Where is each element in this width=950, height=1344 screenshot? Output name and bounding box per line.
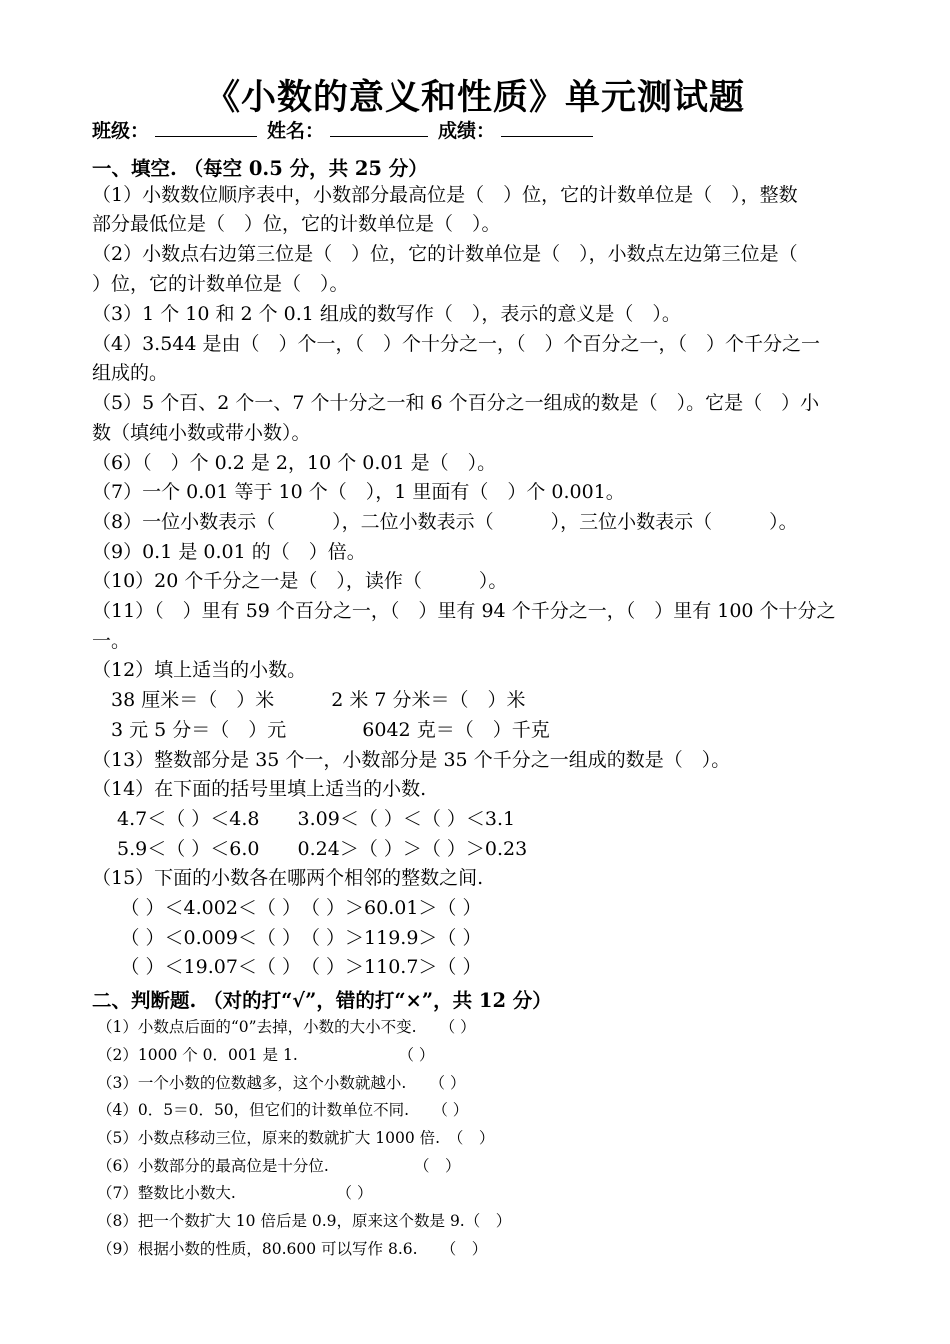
question-line: （3）1 个 10 和 2 个 0.1 组成的数写作（ ），表示的意义是（ ）。 bbox=[92, 303, 681, 325]
question-line: ）位，它的计数单位是（ ）。 bbox=[92, 273, 349, 295]
question-line: 组成的。 bbox=[92, 362, 169, 384]
question-line: （8）一位小数表示（ ），二位小数表示（ ），三位小数表示（ ）。 bbox=[92, 511, 798, 533]
question-line: （10）20 个千分之一是（ ），读作（ ）。 bbox=[92, 570, 508, 592]
question-line: 38 厘米＝（ ）米 2 米 7 分米＝（ ）米 bbox=[92, 689, 526, 711]
judge-line: （1）小数点后面的“0”去掉，小数的大小不变. （ ） bbox=[97, 1018, 476, 1036]
class-blank bbox=[155, 118, 257, 137]
question-line: 5.9＜（ ）＜6.0 0.24＞（ ）＞（ ）＞0.23 bbox=[92, 838, 528, 860]
question-line: （ ）＜0.009＜（ ） （ ）＞119.9＞（ ） bbox=[92, 927, 482, 949]
score-label: 成绩： bbox=[438, 120, 496, 142]
question-line: 一。 bbox=[92, 630, 131, 652]
question-line: （11）（ ）里有 59 个百分之一，（ ）里有 94 个千分之一，（ ）里有 100 个十分之 bbox=[92, 600, 836, 622]
score-blank bbox=[501, 118, 593, 137]
question-line: （15）下面的小数各在哪两个相邻的整数之间. bbox=[92, 867, 484, 889]
question-line: （12）填上适当的小数。 bbox=[92, 659, 307, 681]
class-label: 班级： bbox=[92, 120, 150, 142]
name-blank bbox=[330, 118, 428, 137]
judge-line: （3）一个小数的位数越多，这个小数就越小. （ ） bbox=[97, 1074, 466, 1092]
judge-line: （6）小数部分的最高位是十分位. （ ） bbox=[97, 1157, 461, 1175]
question-line: 部分最低位是（ ）位，它的计数单位是（ ）。 bbox=[92, 213, 501, 235]
judge-line: （8）把一个数扩大 10 倍后是 0.9，原来这个数是 9.（ ） bbox=[97, 1212, 512, 1230]
page-title: 《小数的意义和性质》单元测试题 bbox=[204, 77, 745, 118]
judge-line: （7）整数比小数大. （ ） bbox=[97, 1184, 373, 1202]
section2-heading: 二、判断题. （对的打“√”，错的打“×”，共 12 分） bbox=[92, 989, 552, 1012]
question-line: （13）整数部分是 35 个一，小数部分是 35 个千分之一组成的数是（ ）。 bbox=[92, 749, 731, 771]
question-line: （1）小数数位顺序表中，小数部分最高位是（ ）位，它的计数单位是（ ），整数 bbox=[92, 184, 798, 206]
judge-line: （5）小数点移动三位，原来的数就扩大 1000 倍. （ ） bbox=[97, 1129, 495, 1147]
question-line: （9）0.1 是 0.01 的（ ）倍。 bbox=[92, 541, 366, 563]
question-line: （ ）＜19.07＜（ ） （ ）＞110.7＞（ ） bbox=[92, 956, 482, 978]
question-line: 数（填纯小数或带小数）。 bbox=[92, 422, 311, 444]
question-line: （6）（ ）个 0.2 是 2，10 个 0.01 是（ ）。 bbox=[92, 452, 497, 474]
judge-line: （2）1000 个 0．001 是 1. （ ） bbox=[97, 1046, 435, 1064]
question-line: 4.7＜（ ）＜4.8 3.09＜（ ）＜（ ）＜3.1 bbox=[92, 808, 516, 830]
name-label: 姓名： bbox=[267, 120, 325, 142]
question-line: （5）5 个百、2 个一、7 个十分之一和 6 个百分之一组成的数是（ ）。它是（ ）小 bbox=[92, 392, 820, 414]
judge-line: （4）0．5＝0．50，但它们的计数单位不同. （ ） bbox=[97, 1101, 469, 1119]
judge-line: （9）根据小数的性质，80.600 可以写作 8.6. （ ） bbox=[97, 1240, 488, 1258]
question-line: 3 元 5 分＝（ ）元 6042 克＝（ ）千克 bbox=[92, 719, 550, 741]
question-line: （2）小数点右边第三位是（ ）位，它的计数单位是（ ），小数点左边第三位是（ bbox=[92, 243, 798, 265]
question-line: （14）在下面的括号里填上适当的小数. bbox=[92, 778, 427, 800]
student-info-line bbox=[92, 116, 593, 143]
question-line: （4）3.544 是由（ ）个一，（ ）个十分之一，（ ）个百分之一，（ ）个千分之一 bbox=[92, 333, 821, 355]
section1-heading: 一、填空. （每空 0.5 分，共 25 分） bbox=[92, 157, 428, 180]
question-line: （ ）＜4.002＜（ ） （ ）＞60.01＞（ ） bbox=[92, 897, 482, 919]
question-line: （7）一个 0.01 等于 10 个（ ），1 里面有（ ）个 0.001。 bbox=[92, 481, 625, 503]
